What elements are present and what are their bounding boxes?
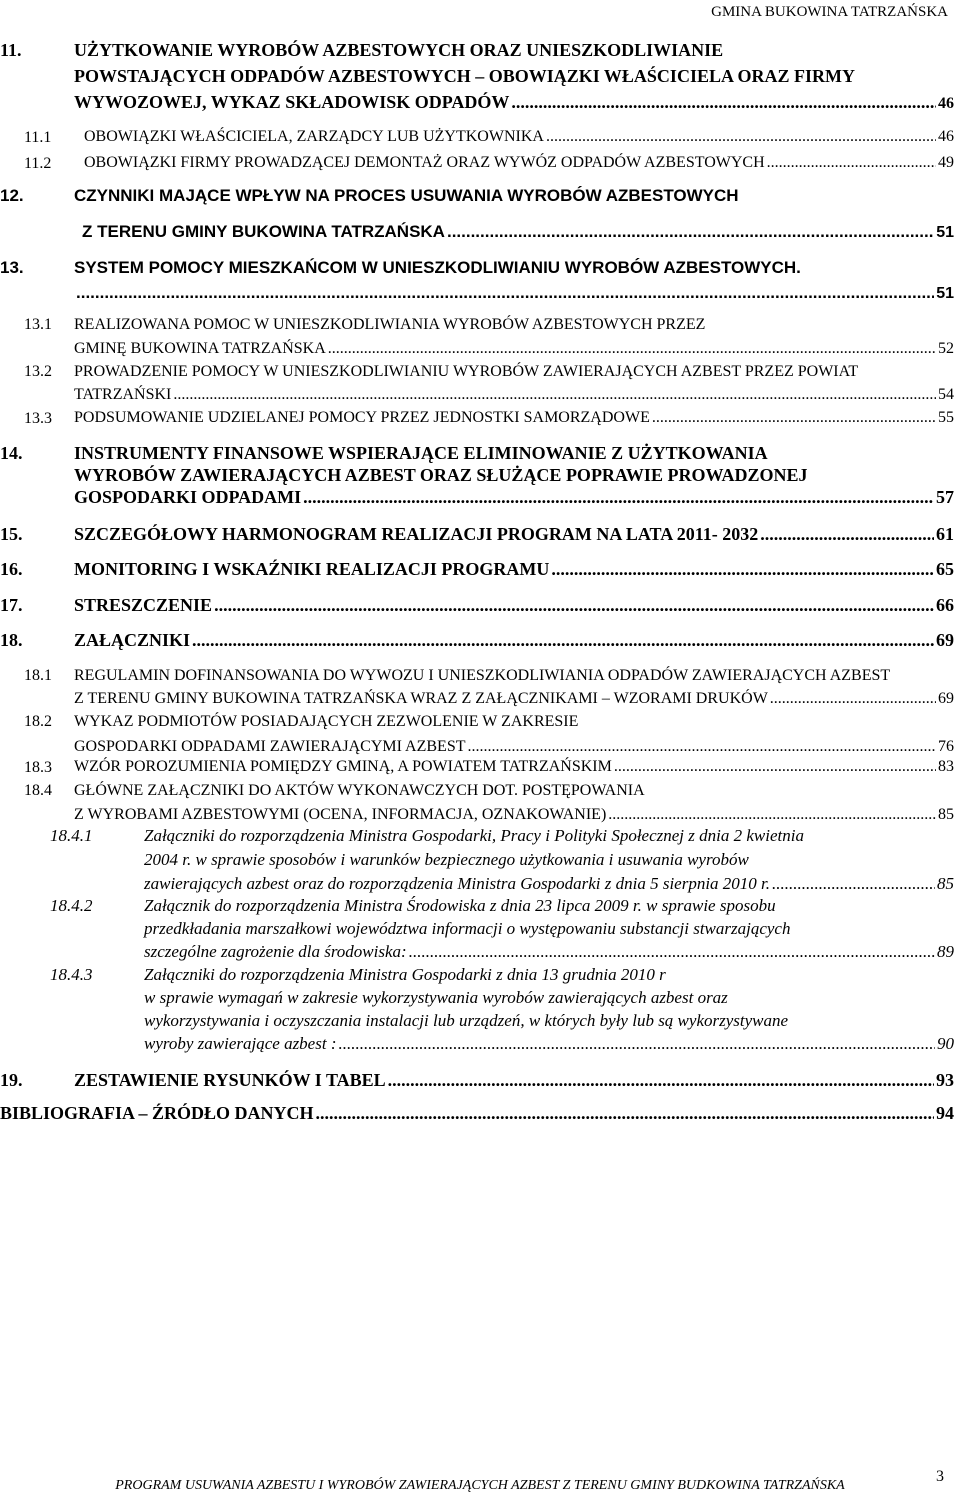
toc-number: 14. [0, 443, 23, 463]
dot-leader [652, 409, 936, 427]
toc-title-line: OBOWIĄZKI FIRMY PROWADZĄCEJ DEMONTAŻ ORAZ WYWÓZ ODPADÓW AZBESTOWYCH [84, 154, 765, 171]
dot-leader [546, 128, 936, 146]
toc-title-line: wyroby zawierające azbest : [144, 1034, 337, 1053]
toc-title-line: GMINĘ BUKOWINA TATRZAŃSKA [74, 340, 326, 357]
toc-title-line: przedkładania marszałkowi województwa informacji o występowaniu substancji stwarzających [144, 919, 791, 938]
toc-page-number: 51 [936, 224, 954, 241]
dot-leader [767, 154, 936, 172]
toc-leader-row[interactable] [74, 690, 954, 708]
page-number: 3 [936, 1468, 944, 1485]
dot-leader [388, 1070, 934, 1091]
toc-title-line: WYKAZ PODMIOTÓW POSIADAJĄCYCH ZEZWOLENIE W ZAKRESIE [74, 713, 579, 730]
toc-page-number: 76 [938, 738, 954, 755]
toc-page-number: 65 [936, 559, 954, 579]
toc-title-line: WZÓR POROZUMIENIA POMIĘDZY GMINĄ, A POWIATEM TATRZAŃSKIM [74, 758, 612, 775]
dot-leader [173, 386, 936, 404]
toc-page-number: 54 [938, 386, 954, 403]
toc-title-line: WYWOZOWEJ, WYKAZ SKŁADOWISK ODPADÓW [74, 92, 510, 112]
toc-page-number: 55 [938, 409, 954, 426]
toc-leader-row[interactable] [74, 806, 954, 824]
dot-leader [338, 1034, 935, 1054]
toc-title-line: Z TERENU GMINY BUKOWINA TATRZAŃSKA [82, 222, 445, 241]
dot-leader [614, 758, 936, 776]
toc-leader-row[interactable] [74, 559, 954, 580]
toc-title-line: PROWADZENIE POMOCY W UNIESZKODLIWIANIU WYROBÓW ZAWIERAJĄCYCH AZBEST PRZEZ POWIAT [74, 363, 859, 380]
toc-number: 13.2 [24, 363, 52, 380]
toc-number: 18.3 [24, 759, 52, 776]
toc-page-number: 85 [937, 874, 954, 893]
dot-leader [409, 942, 935, 962]
toc-number: 13.3 [24, 410, 52, 427]
toc-title-line: w sprawie wymagań w zakresie wykorzystywania wyrobów zawierających azbest oraz [144, 988, 728, 1007]
dot-leader [447, 222, 934, 242]
toc-leader-row[interactable] [74, 524, 954, 545]
toc-leader-row[interactable] [82, 222, 954, 242]
toc-title-line: REALIZOWANA POMOC W UNIESZKODLIWIANIA WYROBÓW AZBESTOWYCH PRZEZ [74, 316, 706, 333]
toc-leader-row[interactable] [74, 595, 954, 616]
toc-leader-row[interactable] [74, 92, 954, 113]
toc-title-line: Z TERENU GMINY BUKOWINA TATRZAŃSKA WRAZ Z ZAŁĄCZNIKAMI – WZORAMI DRUKÓW [74, 690, 768, 707]
toc-page-number: 69 [936, 630, 954, 650]
toc-title-line: UŻYTKOWANIE WYROBÓW AZBESTOWYCH ORAZ UNIESZKODLIWIANIE [74, 40, 724, 60]
toc-number: 18.4.1 [50, 826, 93, 845]
toc-title-line: SZCZEGÓŁOWY HARMONOGRAM REALIZACJI PROGRAM NA LATA 2011- 2032 [74, 524, 759, 544]
toc-leader-row[interactable] [144, 874, 954, 894]
toc-leader-row[interactable] [74, 409, 954, 427]
toc-page-number: 83 [938, 758, 954, 775]
toc-page-number: 46 [938, 95, 954, 112]
toc-number: 11. [0, 40, 22, 60]
toc-page-number: 51 [936, 285, 954, 302]
toc-number: 12. [0, 186, 24, 205]
toc-leader-row[interactable] [74, 386, 954, 404]
dot-leader [303, 487, 934, 508]
toc-number: 13.1 [24, 316, 52, 333]
toc-number: 18.1 [24, 667, 52, 684]
toc-page-number: 57 [936, 487, 954, 507]
toc-number: 17. [0, 595, 23, 615]
toc-leader-row[interactable] [74, 340, 954, 358]
dot-leader [772, 874, 935, 894]
toc-title-line: ZESTAWIENIE RYSUNKÓW I TABEL [74, 1070, 386, 1090]
toc-page-number: 61 [936, 524, 954, 544]
dot-leader [770, 690, 936, 708]
toc-title-line: 2004 r. w sprawie sposobów i warunków bezpiecznego użytkowania i usuwania wyrobów [144, 850, 749, 869]
toc-title-line: zawierających azbest oraz do rozporządzenia Ministra Gospodarki z dnia 5 sierpnia 2010 r. [144, 874, 771, 893]
toc-leader-row[interactable] [74, 1070, 954, 1091]
toc-leader-row[interactable] [144, 942, 954, 962]
toc-title-line: BIBLIOGRAFIA – ŹRÓDŁO DANYCH [0, 1103, 314, 1123]
toc-page-number: 85 [938, 806, 954, 823]
toc-leader-row[interactable] [84, 154, 954, 172]
dot-leader [551, 559, 934, 580]
toc-number: 18.2 [24, 713, 52, 730]
dot-leader [328, 340, 936, 358]
toc-title-line: Załączniki do rozporządzenia Ministra Gospodarki z dnia 13 grudnia 2010 r [144, 965, 666, 984]
dot-leader [214, 595, 934, 616]
toc-leader-row[interactable] [74, 487, 954, 508]
toc-leader-row[interactable] [74, 630, 954, 651]
dot-leader [467, 738, 936, 756]
dot-leader [192, 630, 934, 651]
toc-page-number: 49 [938, 154, 954, 171]
toc-title-line: Z WYROBAMI AZBESTOWYMI (OCENA, INFORMACJA, OZNAKOWANIE) [74, 806, 607, 823]
toc-page-number: 90 [937, 1034, 954, 1053]
page-header: GMINA BUKOWINA TATRZAŃSKA [711, 4, 948, 20]
toc-page-number: 94 [936, 1103, 954, 1123]
toc-title-line: OBOWIĄZKI WŁAŚCICIELA, ZARZĄDCY LUB UŻYTKOWNIKA [84, 128, 544, 145]
toc-leader-row[interactable] [0, 1103, 954, 1124]
toc-title-line: CZYNNIKI MAJĄCE WPŁYW NA PROCES USUWANIA WYROBÓW AZBESTOWYCH [74, 186, 739, 205]
dot-leader [76, 283, 934, 303]
toc-page-number: 89 [937, 942, 954, 961]
toc-title-line: WYROBÓW ZAWIERAJĄCYCH AZBEST ORAZ SŁUŻĄCE POPRAWIE PROWADZONEJ [74, 465, 808, 485]
toc-number: 19. [0, 1070, 23, 1090]
toc-number: 11.1 [24, 129, 52, 146]
toc-page-number: 93 [936, 1070, 954, 1090]
toc-number: 15. [0, 524, 23, 544]
toc-title-line: GOSPODARKI ODPADAMI [74, 487, 302, 507]
toc-title-line: wykorzystywania i oczyszczania instalacji lub urządzeń, w których były lub są wykorzystywane [144, 1011, 789, 1030]
toc-number: 18.4.3 [50, 965, 93, 984]
toc-leader-row[interactable] [74, 758, 954, 776]
toc-number: 13. [0, 258, 24, 277]
toc-leader-row[interactable] [74, 283, 954, 303]
toc-title-line: SYSTEM POMOCY MIESZKAŃCOM W UNIESZKODLIWIANIU WYROBÓW AZBESTOWYCH. [74, 258, 801, 277]
toc-title-line: STRESZCZENIE [74, 595, 213, 615]
toc-number: 18.4 [24, 782, 52, 799]
toc-title-line: Załączniki do rozporządzenia Ministra Gospodarki, Pracy i Polityki Społecznej z dnia 2 kwietnia [144, 826, 804, 845]
dot-leader [608, 806, 936, 824]
toc-page-number: 66 [936, 595, 954, 615]
toc-title-line: Załącznik do rozporządzenia Ministra Środowiska z dnia 23 lipca 2009 r. w sprawie sposobu [144, 896, 776, 915]
toc-page-number: 46 [938, 128, 954, 145]
toc-page-number: 69 [938, 690, 954, 707]
toc-number: 18.4.2 [50, 896, 93, 915]
toc-title-line: POWSTAJĄCYCH ODPADÓW AZBESTOWYCH – OBOWIĄZKI WŁAŚCICIELA ORAZ FIRMY [74, 66, 855, 86]
toc-title-line: TATRZAŃSKI [74, 386, 172, 403]
dot-leader [511, 92, 936, 113]
toc-leader-row[interactable] [144, 1034, 954, 1054]
page-footer: PROGRAM USUWANIA AZBESTU I WYROBÓW ZAWIERAJĄCYCH AZBEST Z TERENU GMINY BUDKOWINA TATRZAŃSKA [115, 1478, 845, 1493]
toc-number: 16. [0, 559, 23, 579]
toc-page-number: 52 [938, 340, 954, 357]
toc-title-line: MONITORING I WSKAŹNIKI REALIZACJI PROGRAMU [74, 559, 550, 579]
toc-title-line: INSTRUMENTY FINANSOWE WSPIERAJĄCE ELIMINOWANIE Z UŻYTKOWANIA [74, 443, 768, 463]
toc-title-line: REGULAMIN DOFINANSOWANIA DO WYWOZU I UNIESZKODLIWIANIA ODPADÓW ZAWIERAJĄCYCH AZBEST [74, 667, 891, 684]
toc-title-line: GOSPODARKI ODPADAMI ZAWIERAJĄCYMI AZBEST [74, 738, 466, 755]
dot-leader [760, 524, 934, 545]
toc-number: 11.2 [24, 155, 52, 172]
toc-title-line: ZAŁĄCZNIKI [74, 630, 191, 650]
dot-leader [316, 1103, 934, 1124]
toc-number: 18. [0, 630, 23, 650]
toc-leader-row[interactable] [74, 738, 954, 756]
toc-title-line: GŁÓWNE ZAŁĄCZNIKI DO AKTÓW WYKONAWCZYCH DOT. POSTĘPOWANIA [74, 782, 645, 799]
toc-title-line: PODSUMOWANIE UDZIELANEJ POMOCY PRZEZ JEDNOSTKI SAMORZĄDOWE [74, 409, 650, 426]
toc-title-line: szczególne zagrożenie dla środowiska: [144, 942, 407, 961]
toc-leader-row[interactable] [84, 128, 954, 146]
